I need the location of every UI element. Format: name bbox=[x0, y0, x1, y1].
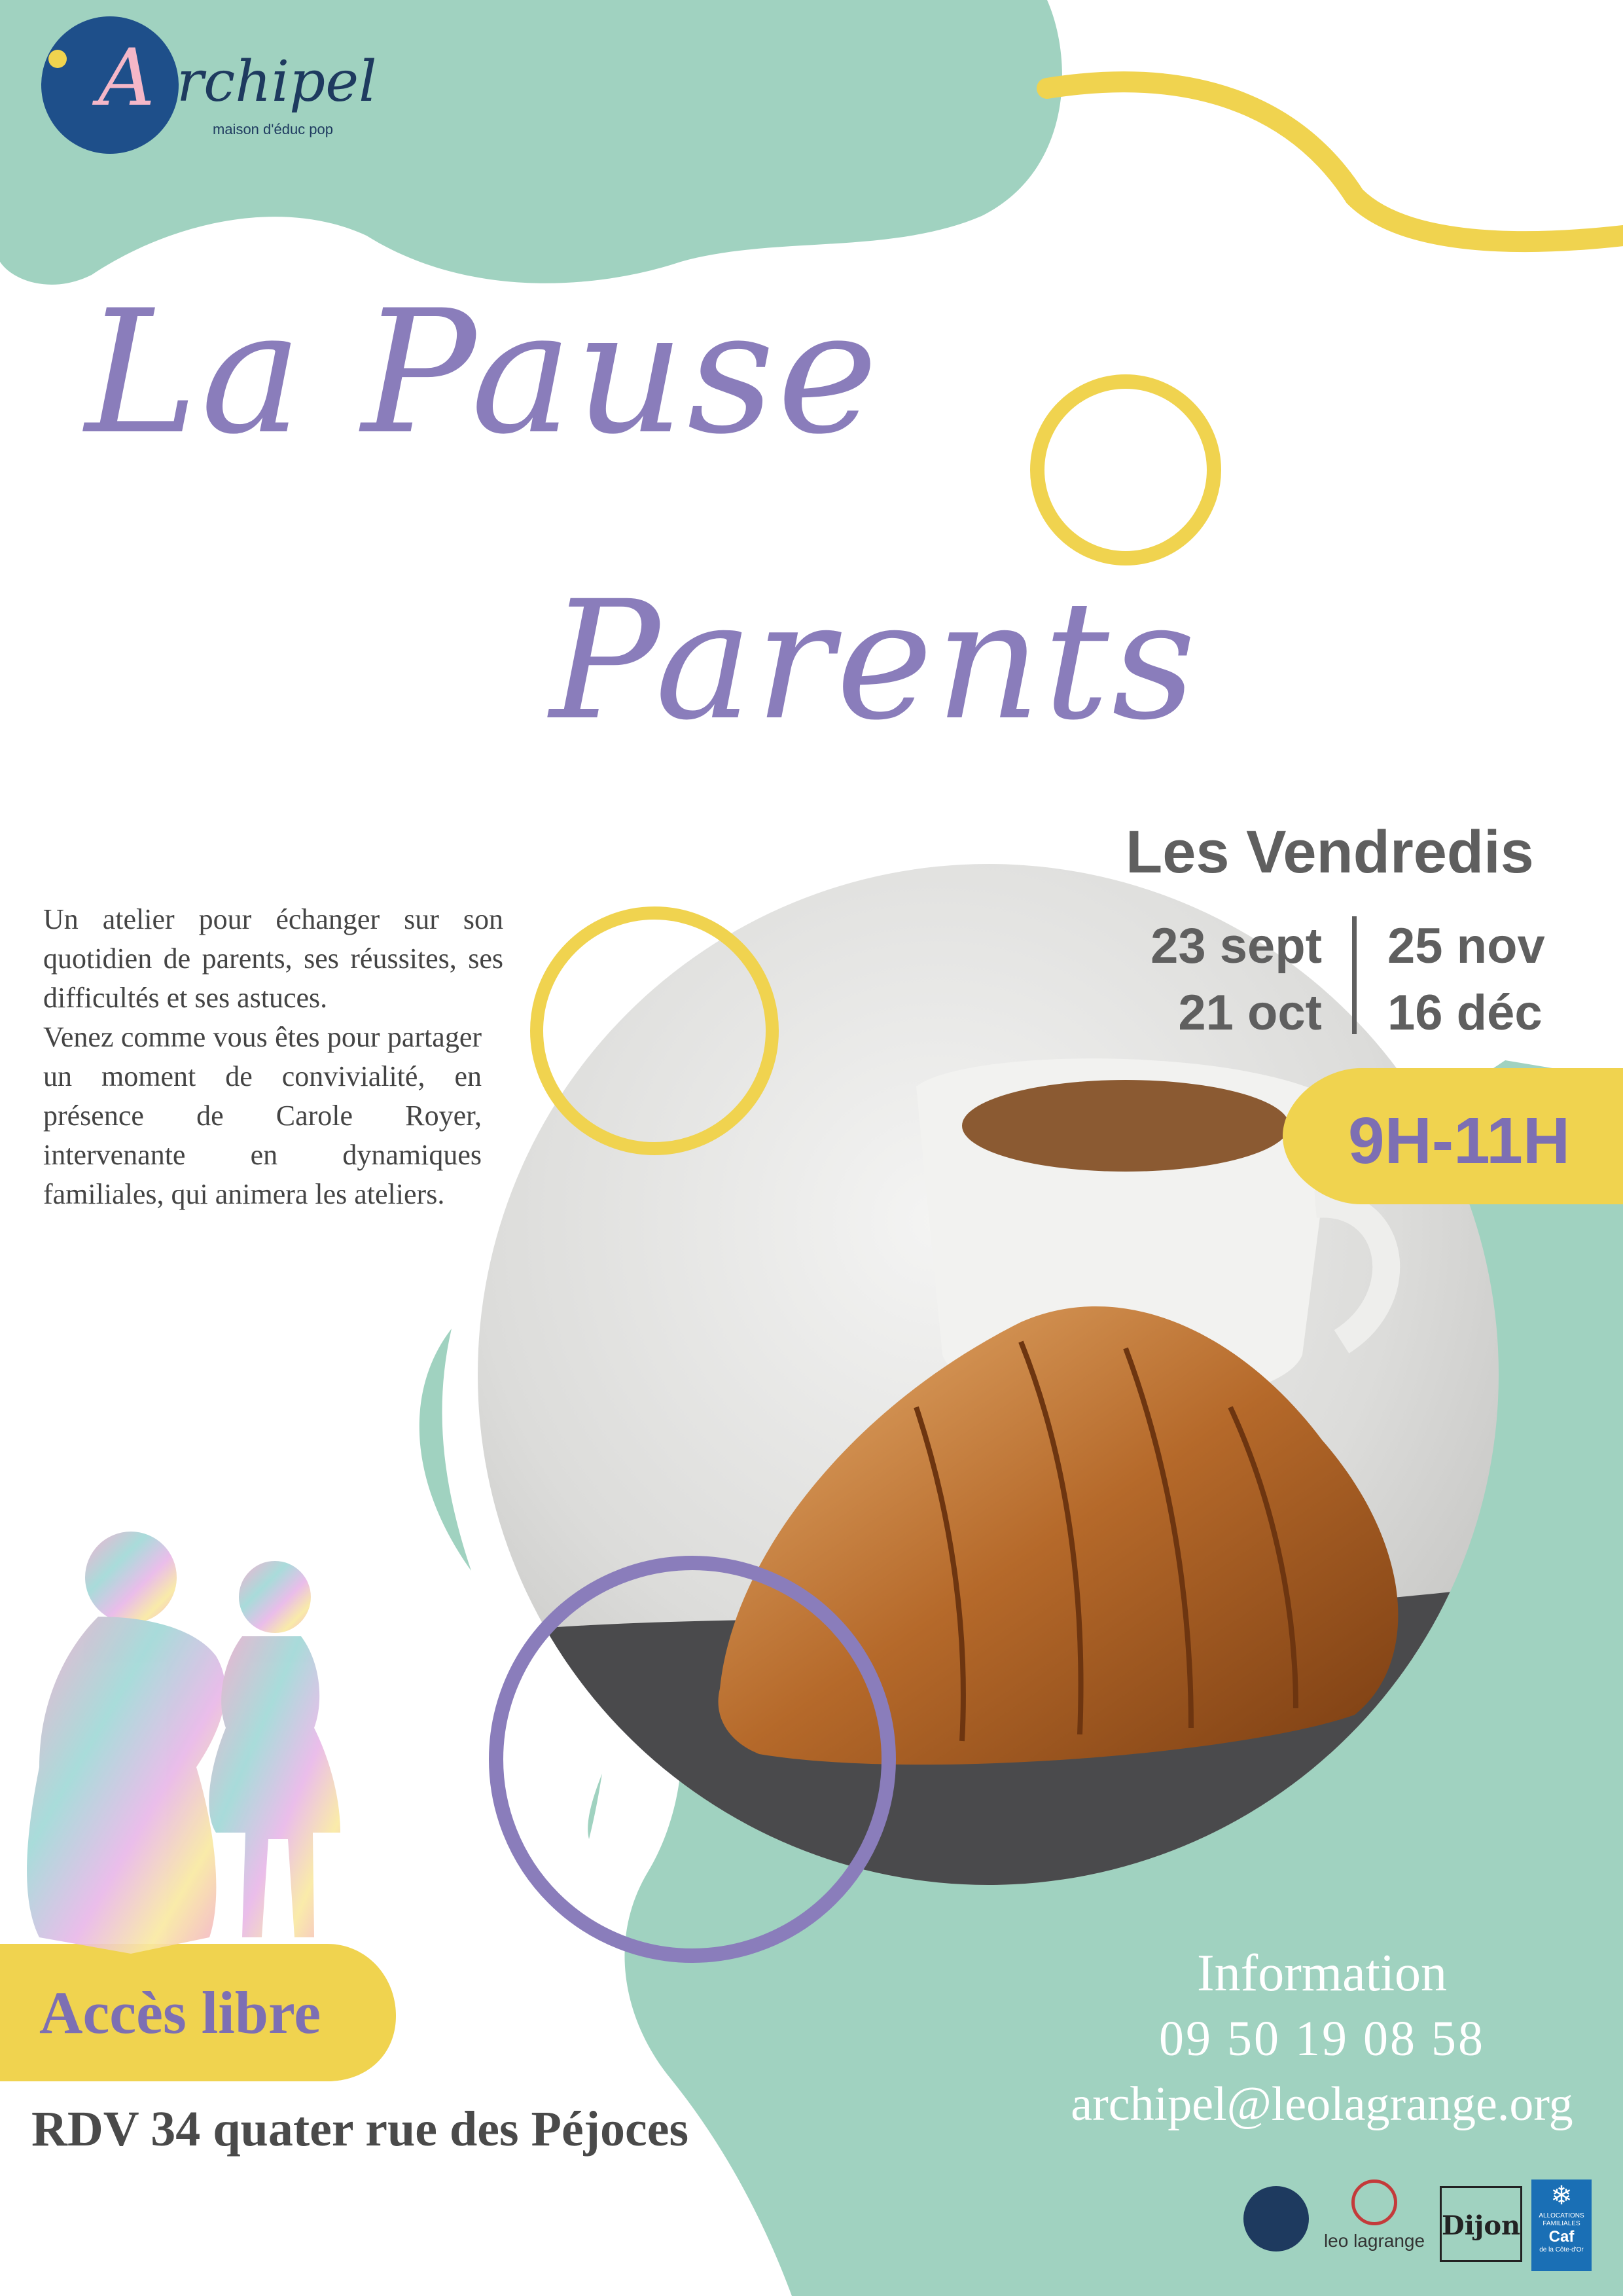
mint-stroke-small bbox=[588, 1774, 602, 1839]
yellow-arc bbox=[1047, 82, 1623, 242]
parent-child-silhouette bbox=[27, 1532, 340, 1954]
dijon-label: Dijon bbox=[1442, 2210, 1521, 2241]
contact-email[interactable]: archipel@leolagrange.org bbox=[1071, 2077, 1573, 2131]
caf-line-3: de la Côte-d'Or bbox=[1539, 2246, 1584, 2253]
logo-wordmark: rchipel bbox=[177, 49, 377, 115]
caf-line-1: ALLOCATIONS FAMILIALES bbox=[1539, 2212, 1584, 2227]
leo-lagrange-label: leo lagrange bbox=[1323, 2231, 1425, 2251]
date-item: 23 sept bbox=[1150, 918, 1322, 974]
dates-left bbox=[1047, 913, 1322, 1047]
contact-heading: Information bbox=[1196, 1945, 1448, 2002]
logo-letter: A bbox=[98, 33, 155, 124]
archipel-logo bbox=[39, 16, 406, 147]
contact-block bbox=[1021, 1941, 1623, 2137]
date-item: 16 déc bbox=[1387, 985, 1543, 1041]
dijon-logo bbox=[1440, 2186, 1522, 2262]
title-line-2: Parents bbox=[550, 565, 1199, 756]
caf-snowflake-icon: ❄ bbox=[1550, 2181, 1573, 2210]
title-line-1: La Pause bbox=[85, 274, 881, 472]
caf-logo bbox=[1531, 2179, 1592, 2271]
yellow-ring-title bbox=[1037, 382, 1214, 558]
dates-right bbox=[1387, 913, 1610, 1047]
id-logo bbox=[1243, 2186, 1309, 2251]
logo-tagline: maison d'éduc pop bbox=[213, 121, 333, 137]
description-paragraph-1: Un atelier pour échanger sur son quotidien de parents, ses réussites, ses difficultés et ses astuces. bbox=[43, 903, 503, 1014]
access-label: Accès libre bbox=[39, 1979, 321, 2046]
hours-label: 9H-11H bbox=[1348, 1104, 1571, 1177]
mint-stroke-left bbox=[419, 1329, 471, 1571]
date-item: 25 nov bbox=[1387, 918, 1545, 974]
schedule-heading: Les Vendredis bbox=[1126, 819, 1534, 886]
leo-icon bbox=[1351, 2179, 1397, 2225]
contact-phone[interactable]: 09 50 19 08 58 bbox=[1159, 2011, 1485, 2066]
leo-lagrange-logo bbox=[1315, 2179, 1433, 2271]
dates-divider bbox=[1352, 916, 1357, 1034]
address: RDV 34 quater rue des Péjoces bbox=[31, 2102, 689, 2157]
description bbox=[43, 900, 503, 1214]
caf-line-2: Caf bbox=[1548, 2228, 1575, 2246]
partner-logos bbox=[1237, 2179, 1603, 2278]
description-paragraph-2: Venez comme vous êtes pour partager un moment de convivialité, en présence de Carole Royer, intervenante en dynamiques familiales, qui animera les ateliers. bbox=[43, 1021, 482, 1210]
date-item: 21 oct bbox=[1178, 985, 1322, 1041]
